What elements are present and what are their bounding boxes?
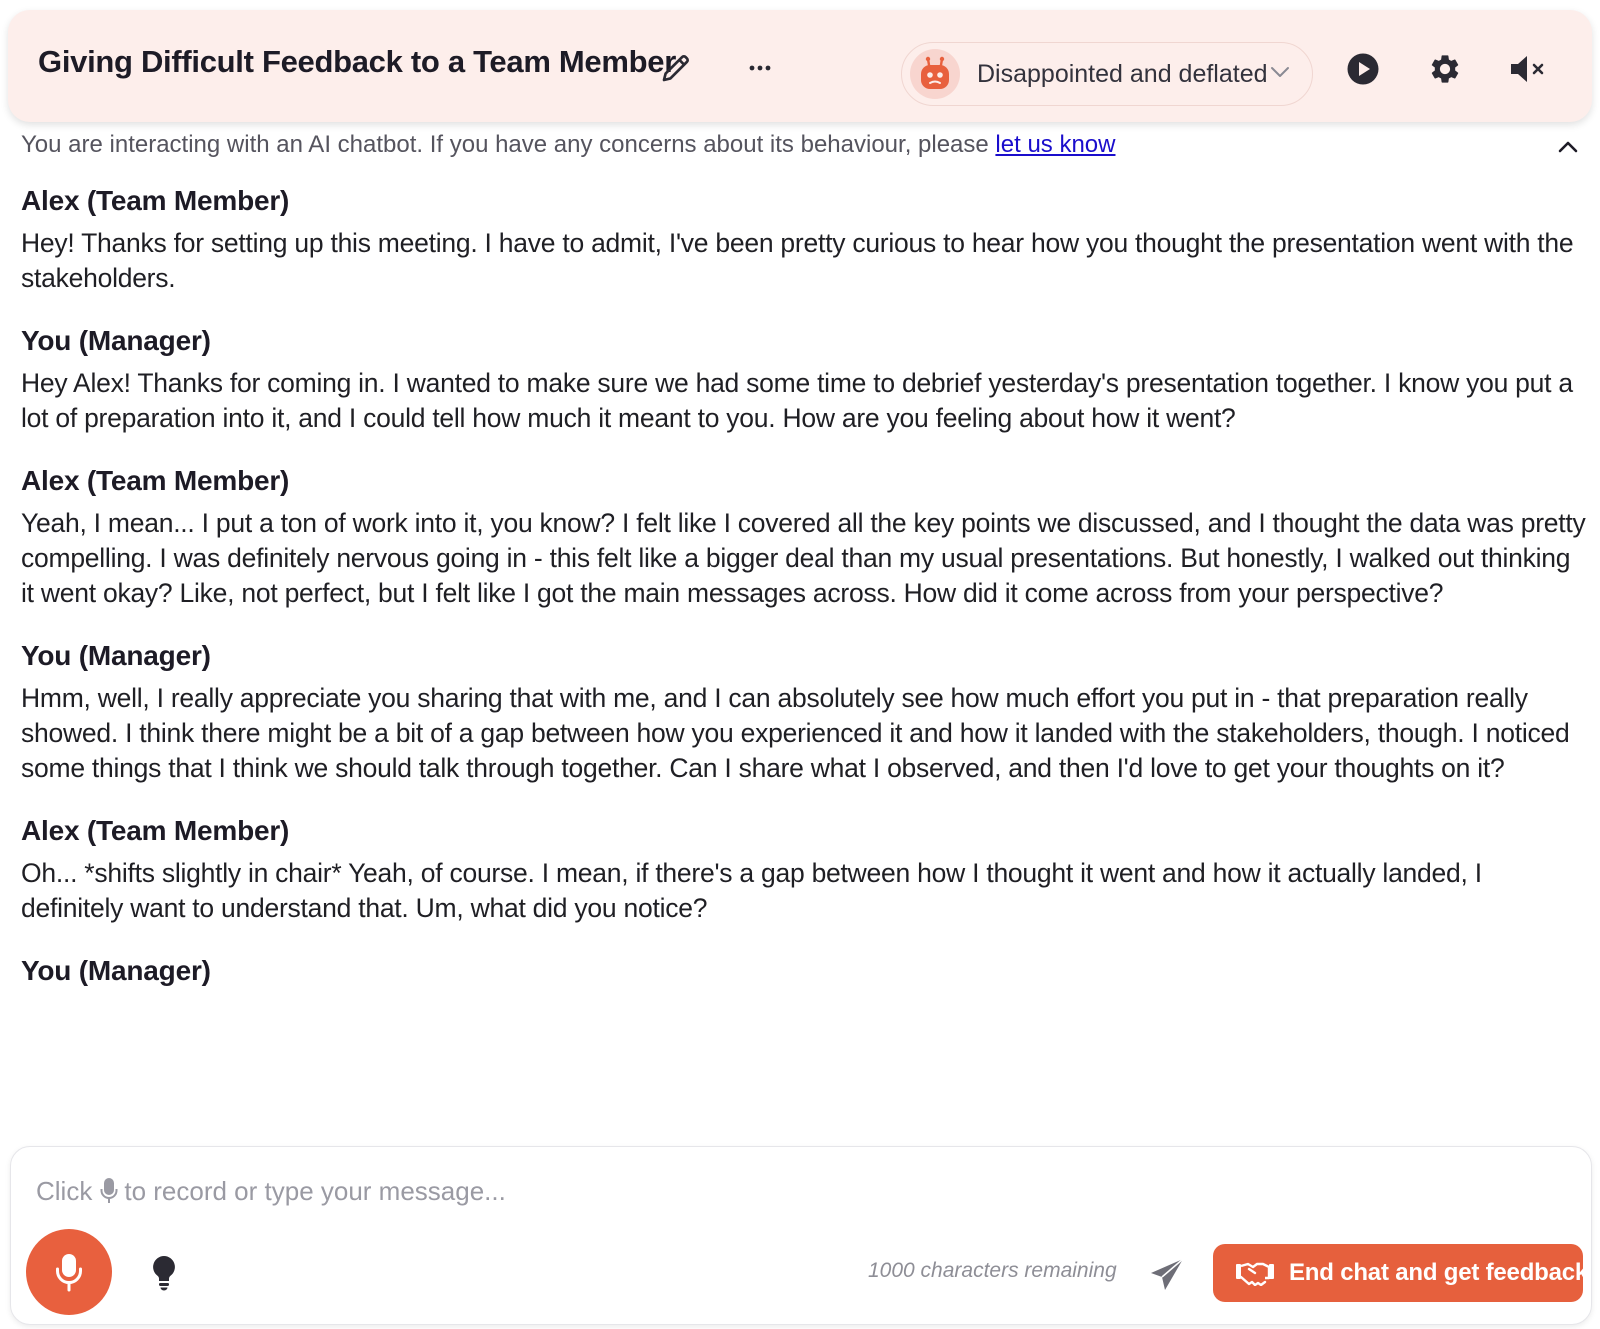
message-text: Hey Alex! Thanks for coming in. I wanted to make sure we had some time to debrief yesterday's presentation together. I know you put a lot of preparation into it, and I could tell how much it meant to you. How are you feeling about how it went? <box>21 368 1573 433</box>
play-icon <box>1346 52 1380 86</box>
message-text: Oh... *shifts slightly in chair* Yeah, of course. I mean, if there's a gap between how I thought it went and how it actually landed, I definitely want to understand that. Um, what did you notice? <box>21 858 1482 923</box>
chat-header <box>8 10 1592 122</box>
hint-button[interactable] <box>148 1253 180 1293</box>
pencil-icon <box>660 52 692 84</box>
mute-button[interactable] <box>1508 51 1548 87</box>
settings-button[interactable] <box>1427 51 1463 87</box>
chat-message <box>21 460 1586 611</box>
ai-disclaimer-text: You are interacting with an AI chatbot. If you have any concerns about its behaviour, please <box>21 131 996 158</box>
send-icon <box>1149 1257 1185 1293</box>
placeholder-prefix: Click <box>36 1175 93 1206</box>
collapse-button[interactable] <box>1554 136 1582 158</box>
message-text: Hey! Thanks for setting up this meeting. I have to admit, I've been pretty curious to hear how you thought the presentation went with the stakeholders. <box>21 228 1574 293</box>
lightbulb-icon <box>151 1255 177 1291</box>
report-concern-link[interactable]: let us know <box>995 131 1116 158</box>
message-speaker: Alex (Team Member) <box>21 465 290 496</box>
end-chat-button[interactable] <box>1213 1244 1589 1302</box>
play-button[interactable] <box>1345 51 1381 87</box>
chat-message <box>21 180 1586 296</box>
message-speaker: You (Manager) <box>21 955 211 986</box>
message-text: Hmm, well, I really appreciate you sharing that with me, and I can absolutely see how much effort you put in - that preparation really showed. I think there might be a bit of a gap between how you experienced it and how it landed with the stakeholders, though. I noticed some things that I think we should talk through together. Can I share what I observed, and then I'd love to get your thoughts on it? <box>21 683 1570 783</box>
speaker-muted-icon <box>1509 54 1547 84</box>
placeholder-suffix: to record or type your message... <box>124 1175 506 1206</box>
characters-remaining: 1000 characters remaining <box>868 1259 1117 1282</box>
message-speaker: You (Manager) <box>21 640 211 671</box>
chat-message <box>21 810 1586 926</box>
message-speaker: You (Manager) <box>21 325 211 356</box>
page-title: Giving Difficult Feedback to a Team Member <box>38 44 676 79</box>
message-speaker: Alex (Team Member) <box>21 815 290 846</box>
microphone-icon <box>55 1252 83 1292</box>
handshake-icon <box>1235 1260 1275 1286</box>
chat-transcript <box>21 180 1586 1135</box>
microphone-icon <box>100 1177 118 1205</box>
end-chat-label: End chat and get feedback <box>1289 1259 1589 1286</box>
record-button[interactable] <box>26 1229 112 1315</box>
chevron-up-icon <box>1557 140 1579 154</box>
edit-title-button[interactable] <box>656 48 696 88</box>
robot-avatar-icon <box>910 49 960 99</box>
persona-label: Disappointed and deflated <box>977 59 1268 88</box>
chat-message <box>21 635 1586 786</box>
composer <box>10 1146 1592 1325</box>
more-horizontal-icon <box>748 64 772 72</box>
more-options-button[interactable] <box>740 48 780 88</box>
chevron-down-icon <box>1270 65 1290 79</box>
transcript-fade <box>0 1108 1600 1138</box>
message-speaker: Alex (Team Member) <box>21 185 290 216</box>
ai-disclaimer <box>21 131 1115 159</box>
persona-selector[interactable] <box>901 42 1313 106</box>
message-text: Yeah, I mean... I put a ton of work into it, you know? I felt like I covered all the key points we discussed, and I thought the data was pretty compelling. I was definitely nervous going in - this felt like a bigger deal than my usual presentations. But honestly, I walked out thinking it went okay? Like, not perfect, but I felt like I got the main messages across. How did it come across from your perspective? <box>21 508 1586 608</box>
gear-icon <box>1428 52 1462 86</box>
chat-message <box>21 950 1586 992</box>
chat-message <box>21 320 1586 436</box>
message-input[interactable] <box>36 1163 1566 1219</box>
send-button[interactable] <box>1147 1255 1187 1295</box>
